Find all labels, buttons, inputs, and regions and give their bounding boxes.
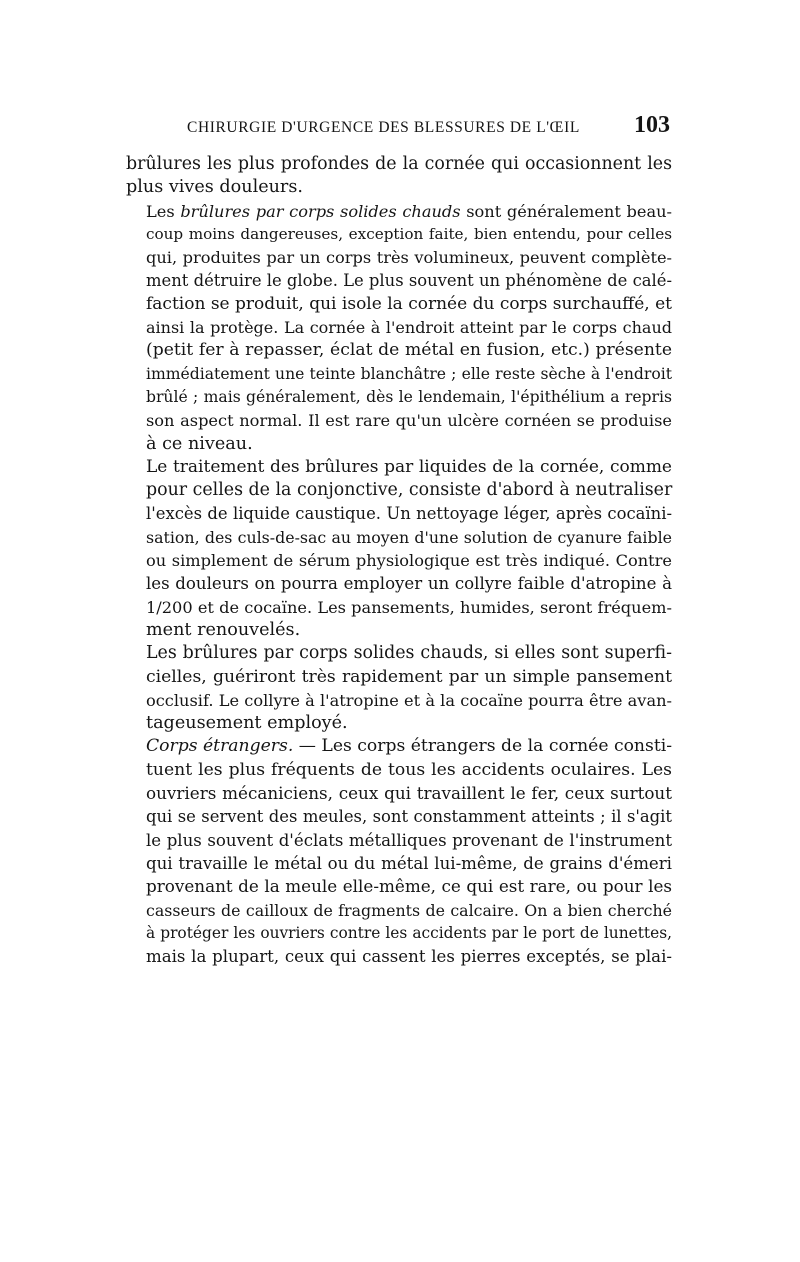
text-fragment: — Les corps étrangers de la cornée consti- bbox=[293, 736, 673, 757]
text-line: cielles, guériront très rapidement par un simple pansement bbox=[146, 666, 672, 687]
text-line: à protéger les ouvriers contre les accidents par le port de lunettes, bbox=[146, 923, 672, 942]
paragraph-3 bbox=[126, 456, 672, 642]
text-line: mais la plupart, ceux qui cassent les pierres exceptés, se plai- bbox=[146, 947, 672, 967]
text-line: ment détruire le globe. Le plus souvent un phénomène de calé- bbox=[146, 271, 673, 291]
paragraph-2 bbox=[126, 200, 672, 456]
text-line: qui, produites par un corps très volumineux, peuvent complète- bbox=[146, 248, 672, 268]
page-number: 103 bbox=[634, 112, 670, 138]
text-line: pour celles de la conjonctive, consiste d'abord à neutraliser bbox=[146, 480, 673, 501]
text-line: ou simplement de sérum physiologique est très indiqué. Contre bbox=[146, 551, 672, 571]
text-line: les douleurs on pourra employer un collyre faible d'atropine à bbox=[146, 574, 672, 594]
text-line: occlusif. Le collyre à l'atropine et à la cocaïne pourra être avan- bbox=[146, 690, 672, 710]
italic-phrase: brûlures par corps solides chauds bbox=[180, 201, 461, 221]
text-line: le plus souvent d'éclats métalliques provenant de l'instrument bbox=[146, 830, 672, 850]
text-line: provenant de la meule elle-même, ce qui est rare, ou pour les bbox=[146, 876, 672, 897]
text-line: coup moins dangereuses, exception faite, bien entendu, pour celles bbox=[146, 224, 672, 243]
text-line: (petit fer à repasser, éclat de métal en fusion, etc.) présente bbox=[146, 340, 672, 361]
text-line: ainsi la protège. La cornée à l'endroit atteint par le corps chaud bbox=[146, 318, 672, 338]
text-line: tuent les plus fréquents de tous les accidents oculaires. Les bbox=[146, 759, 672, 780]
body-text bbox=[126, 153, 672, 968]
text-line: ment renouvelés. bbox=[146, 619, 301, 640]
paragraph-5 bbox=[126, 735, 672, 968]
text-line: qui travaille le métal ou du métal lui-même, de grains d'émeri bbox=[146, 853, 672, 873]
text-line bbox=[126, 200, 672, 223]
text-line: tageusement employé. bbox=[146, 713, 348, 734]
text-line: brûlé ; mais généralement, dès le lendemain, l'épithélium a repris bbox=[146, 387, 672, 406]
paragraph-4 bbox=[126, 642, 672, 735]
text-fragment: sont généralement beau- bbox=[460, 201, 672, 221]
running-head: CHIRURGIE D'URGENCE DES BLESSURES DE L'ŒIL bbox=[187, 119, 580, 136]
text-line: immédiatement une teinte blanchâtre ; elle reste sèche à l'endroit bbox=[146, 364, 672, 383]
text-fragment: Les bbox=[146, 201, 181, 221]
text-line: qui se servent des meules, sont constamment atteints ; il s'agit bbox=[146, 807, 672, 827]
paragraph-1 bbox=[126, 153, 672, 200]
text-line: ouvriers mécaniciens, ceux qui travaillent le fer, ceux surtout bbox=[146, 783, 672, 804]
text-line: plus vives douleurs. bbox=[126, 177, 303, 198]
page-header bbox=[126, 112, 672, 142]
text-line: casseurs de cailloux de fragments de calcaire. On a bien cherché bbox=[146, 900, 672, 920]
text-line: son aspect normal. Il est rare qu'un ulcère cornéen se produise bbox=[146, 411, 672, 431]
text-line bbox=[126, 735, 672, 758]
text-line: 1/200 et de cocaïne. Les pansements, humides, seront fréquem- bbox=[146, 597, 672, 617]
text-line: à ce niveau. bbox=[146, 433, 253, 454]
text-line: faction se produit, qui isole la cornée du corps surchauffé, et bbox=[146, 293, 672, 314]
book-page bbox=[126, 112, 672, 968]
text-line: Les brûlures par corps solides chauds, si elles sont superfi- bbox=[146, 643, 672, 664]
text-line: brûlures les plus profondes de la cornée qui occasionnent les bbox=[126, 154, 672, 174]
text-line: sation, des culs-de-sac au moyen d'une solution de cyanure faible bbox=[146, 527, 672, 547]
text-line: l'excès de liquide caustique. Un nettoyage léger, après cocaïni- bbox=[146, 504, 672, 524]
italic-phrase: Corps étrangers. bbox=[146, 736, 294, 757]
text-line: Le traitement des brûlures par liquides de la cornée, comme bbox=[146, 456, 672, 477]
